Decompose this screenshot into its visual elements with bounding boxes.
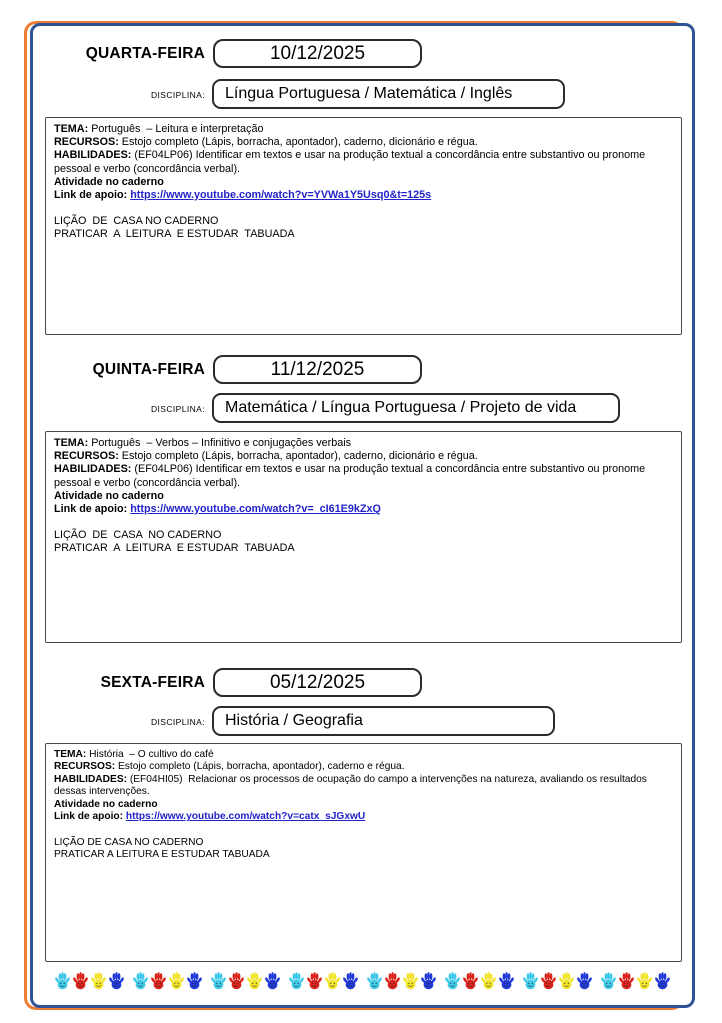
habilidades-text: (EF04LP06) Identificar em textos e usar na produção textual a concordância entre substantivo ou pronome pessoal e verbo (concordância verbal). [54,463,649,489]
support-link[interactable]: https://www.youtube.com/watch?v=_cI61E9kZxQ [130,502,381,515]
hand-icon [366,972,383,990]
atividade-line: Atividade no caderno [54,175,164,188]
recursos-line [54,761,673,773]
disciplina-box: Língua Portuguesa / Matemática / Inglês [212,79,565,109]
hand-group [288,972,360,990]
hand-icon [210,972,227,990]
homework-line-2: PRATICAR A LEITURA E ESTUDAR TABUADA [54,542,295,555]
hand-icon [600,972,617,990]
hand-icon [186,972,203,990]
hand-icon [72,972,89,990]
recursos-text: Estojo completo (Lápis, borracha, apontador), caderno e régua. [117,761,405,773]
atividade-line: Atividade no caderno [54,489,164,502]
hand-icon [54,972,71,990]
hand-icon [654,972,671,990]
day-name: QUINTA-FEIRA [92,361,205,378]
hand-icon [576,972,593,990]
link-line [54,189,673,202]
hand-icon [522,972,539,990]
disciplina-box: Matemática / Língua Portuguesa / Projeto de vida [212,393,620,423]
hand-icon [558,972,575,990]
hand-icon [402,972,419,990]
hand-group [132,972,204,990]
date-box: 05/12/2025 [213,668,422,697]
disciplina-label: DISCIPLINA: [151,404,205,414]
hand-icon [90,972,107,990]
support-link[interactable]: https://www.youtube.com/watch?v=YVWa1Y5Usq0&t=125s [130,188,432,201]
habilidades-text: (EF04LP06) Identificar em textos e usar na produção textual a concordância entre substantivo ou pronome pessoal e verbo (concordância verbal). [54,149,649,175]
tema-line [54,123,673,136]
link-label: Link de apoio: [54,811,124,823]
disciplina-box: História / Geografia [212,706,555,736]
tema-text: Português – Verbos – Infinitivo e conjugações verbais [91,437,352,449]
tema-text: Português – Leitura e interpretação [91,123,264,135]
hand-icon [228,972,245,990]
habilidades-label: HABILIDADES: [54,149,132,162]
tema-line [54,749,673,761]
hand-group [522,972,594,990]
hand-icon [444,972,461,990]
homework-line-1: LIÇÃO DE CASA NO CADERNO [54,836,204,848]
day-name: SEXTA-FEIRA [100,674,205,691]
hand-icon [150,972,167,990]
lesson-content-box [45,743,682,962]
hand-group [444,972,516,990]
date-box: 11/12/2025 [213,355,422,384]
support-link[interactable]: https://www.youtube.com/watch?v=catx_sJGxwU [125,811,366,823]
link-line [54,503,673,516]
hand-icon [384,972,401,990]
hand-icon [342,972,359,990]
hand-icon [264,972,281,990]
hand-icon [636,972,653,990]
tema-line [54,437,673,450]
hand-icon [480,972,497,990]
habilidades-line [54,463,673,489]
tema-label: TEMA: [54,749,87,760]
hand-icon [132,972,149,990]
hand-icon [420,972,437,990]
hand-group [366,972,438,990]
disciplina-label: DISCIPLINA: [151,90,205,100]
hand-icon [618,972,635,990]
homework-line-1: LIÇÃO DE CASA NO CADERNO [54,529,222,542]
recursos-line [54,450,673,463]
hand-icon [498,972,515,990]
tema-text: História – O cultivo do café [89,749,214,760]
habilidades-text: (EF04HI05) Relacionar os processos de ocupação do campo a intervenções na natureza, avaliando os resultados dessas intervenções. [54,773,650,798]
hand-icon [324,972,341,990]
atividade-line: Atividade no caderno [54,798,158,810]
lesson-content-box [45,117,682,335]
hand-icon [540,972,557,990]
habilidades-line [54,774,673,799]
handprints-row [30,972,695,990]
habilidades-label: HABILIDADES: [54,463,132,476]
link-line [54,811,673,823]
tema-label: TEMA: [54,123,89,135]
lesson-content-box [45,431,682,643]
recursos-label: RECURSOS: [54,450,119,463]
date-box: 10/12/2025 [213,39,422,68]
hand-icon [288,972,305,990]
tema-label: TEMA: [54,437,89,449]
homework-line-2: PRATICAR A LEITURA E ESTUDAR TABUADA [54,849,270,861]
hand-icon [306,972,323,990]
hand-icon [246,972,263,990]
hand-icon [108,972,125,990]
recursos-text: Estojo completo (Lápis, borracha, apontador), caderno, dicionário e régua. [121,450,478,463]
day-name: QUARTA-FEIRA [85,45,205,62]
link-label: Link de apoio: [54,502,128,515]
recursos-text: Estojo completo (Lápis, borracha, apontador), caderno, dicionário e régua. [121,136,478,149]
disciplina-label: DISCIPLINA: [151,717,205,727]
homework-line-1: LIÇÃO DE CASA NO CADERNO [54,215,219,228]
hand-group [54,972,126,990]
hand-group [210,972,282,990]
hand-group [600,972,672,990]
hand-icon [462,972,479,990]
habilidades-label: HABILIDADES: [54,773,128,785]
hand-icon [168,972,185,990]
recursos-label: RECURSOS: [54,136,119,149]
link-label: Link de apoio: [54,188,128,201]
recursos-label: RECURSOS: [54,761,116,773]
habilidades-line [54,149,673,175]
homework-line-2: PRATICAR A LEITURA E ESTUDAR TABUADA [54,228,295,241]
recursos-line [54,136,673,149]
